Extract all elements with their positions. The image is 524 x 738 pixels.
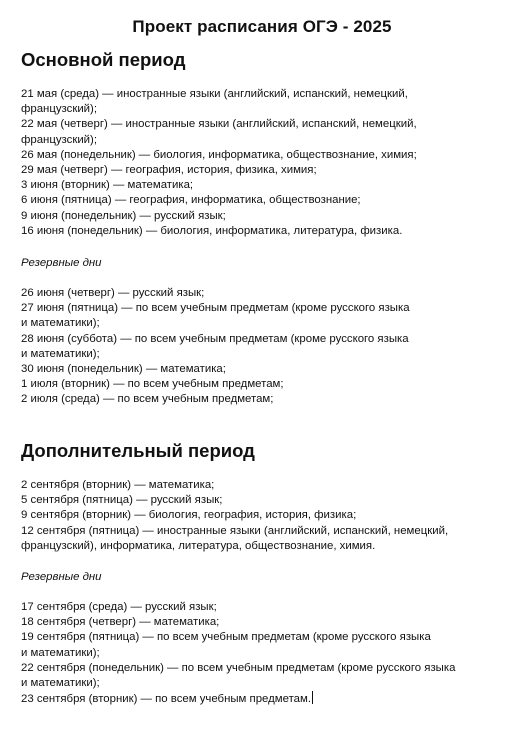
extra-reserve-days-label: Резервные дни xyxy=(21,571,102,583)
schedule-line: 12 сентября (пятница) — иностранные языки (английский, испанский, немецкий, xyxy=(21,524,449,537)
schedule-line: французский); xyxy=(21,103,98,116)
schedule-line: 21 мая (среда) — иностранные языки (английский, испанский, немецкий, xyxy=(21,88,408,100)
schedule-line: французский), информатика, литература, обществознание, химия. xyxy=(21,539,376,552)
schedule-line[interactable] xyxy=(21,691,501,707)
schedule-line: и математики); xyxy=(21,646,100,659)
document-title: Проект расписания ОГЭ - 2025 xyxy=(132,17,392,36)
schedule-line: и математики); xyxy=(21,677,100,690)
schedule-line: 6 июня (пятница) — география, информатика, обществознание; xyxy=(21,194,361,207)
schedule-line: 9 июня (понедельник) — русский язык; xyxy=(21,209,226,222)
schedule-line: и математики); xyxy=(21,317,100,330)
main-reserve-days-label: Резервные дни xyxy=(21,257,102,269)
schedule-line: 1 июля (вторник) — по всем учебным предметам; xyxy=(21,378,284,391)
main-reserve-schedule xyxy=(21,286,501,408)
schedule-line: 27 июня (пятница) — по всем учебным предметам (кроме русского языка xyxy=(21,302,410,315)
extra-period-heading: Дополнительный период xyxy=(21,440,255,461)
schedule-line: 5 сентября (пятница) — русский язык; xyxy=(21,494,223,507)
schedule-line: 22 мая (четверг) — иностранные языки (английский, испанский, немецкий, xyxy=(21,118,417,131)
schedule-line: 19 сентября (пятница) — по всем учебным предметам (кроме русского языка xyxy=(21,631,431,644)
schedule-line: французский); xyxy=(21,133,98,146)
schedule-line: 28 июня (суббота) — по всем учебным предметам (кроме русского языка xyxy=(21,332,409,345)
extra-reserve-schedule xyxy=(21,600,501,707)
main-period-heading: Основной период xyxy=(21,49,186,70)
schedule-line: 18 сентября (четверг) — математика; xyxy=(21,616,220,629)
schedule-line: 26 мая (понедельник) — биология, информатика, обществознание, химия; xyxy=(21,148,417,161)
schedule-line: 2 сентября (вторник) — математика; xyxy=(21,479,215,491)
schedule-line: и математики); xyxy=(21,347,100,360)
schedule-line: 9 сентября (вторник) — биология, география, история, физика; xyxy=(21,509,357,522)
main-period-schedule xyxy=(21,87,501,239)
schedule-line: 2 июля (среда) — по всем учебным предметам; xyxy=(21,393,274,406)
schedule-line: 29 мая (четверг) — география, история, физика, химия; xyxy=(21,164,317,177)
schedule-line: 17 сентября (среда) — русский язык; xyxy=(21,601,217,613)
schedule-line: 26 июня (четверг) — русский язык; xyxy=(21,287,205,299)
text-cursor xyxy=(312,691,313,704)
schedule-line: 16 июня (понедельник) — биология, информатика, литература, физика. xyxy=(21,224,403,237)
schedule-line: 3 июня (вторник) — математика; xyxy=(21,179,194,192)
extra-period-schedule xyxy=(21,478,501,554)
schedule-line: 30 июня (понедельник) — математика; xyxy=(21,363,226,376)
schedule-line: 22 сентября (понедельник) — по всем учебным предметам (кроме русского языка xyxy=(21,661,456,674)
schedule-line-text: 23 сентября (вторник) — по всем учебным предметам. xyxy=(21,693,311,706)
